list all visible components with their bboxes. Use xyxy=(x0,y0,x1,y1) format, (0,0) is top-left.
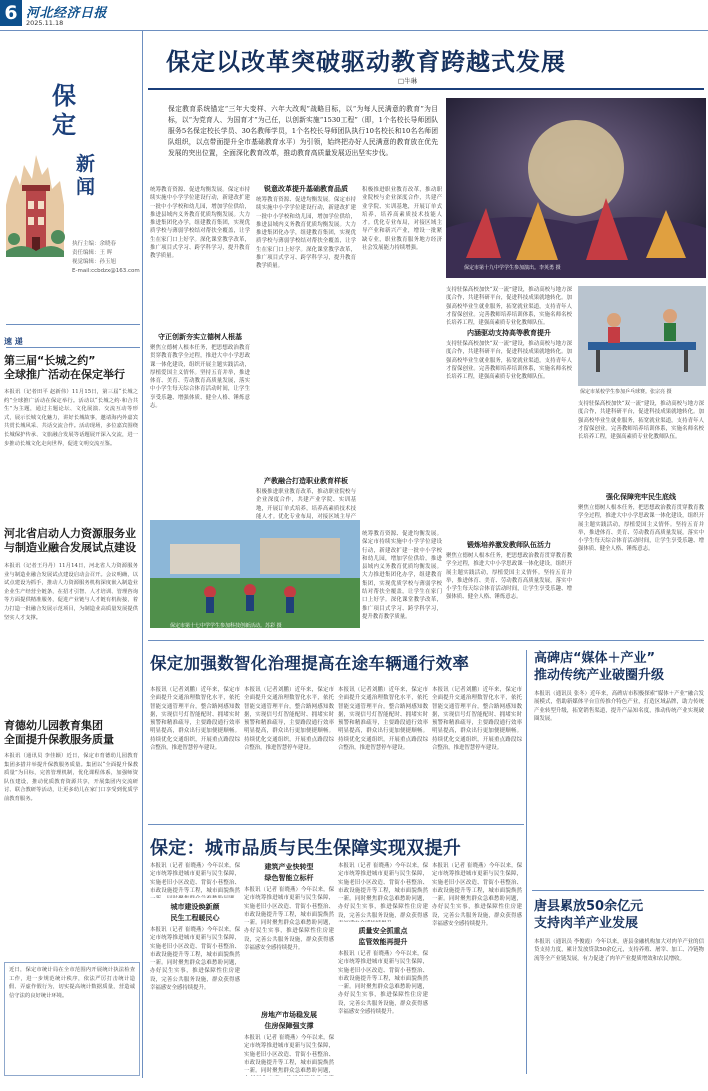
title-rule xyxy=(148,88,704,90)
subheading: 守正创新夯实立德树人根基 xyxy=(158,333,242,341)
article-title: 育德幼儿园教育集团 全面提升保教服务质量 xyxy=(4,719,114,746)
lead-paragraph: 保定教育系统锚定“三年大变样、六年大改观”战略目标，以“为每人民满意的教育”为目标，以“为党育人、为国育才”为己任，以创新实施“1530工程”（即，1个名校长导师团队服务5名保定校长学员、30名教师学员，1个名校长导师团队执行10名校长和10名名师团队组织，以点带面提升全市基础教育水平）为引领，始终把办好人民满意的教育放在优先发展的突出位置，全面深化教育改革，推动教育高质量发展迈出坚实步伐。 xyxy=(168,105,438,157)
subheading: 绿色智能立标杆 xyxy=(264,874,314,882)
article-body: 本报讯（记者 崔晓燕）今年以来，保定市统筹推进城市更新与民生保障，实施老旧小区改造、背街小巷整治、市政设施提升等工程，城市面貌焕然一新。同时聚焦群众急难愁盼问题， xyxy=(244,1035,334,1075)
divider xyxy=(6,347,140,348)
credit-line: 执行主编：余晓春 xyxy=(72,241,117,247)
tower-illustration xyxy=(2,145,68,263)
subheading: 内涵驱动支持高等教育提升 xyxy=(467,329,551,337)
section-subtitle: 新闻 xyxy=(76,153,96,198)
credit-line: 视觉编辑：孙玉旭 xyxy=(72,259,117,265)
article-body: 统筹教育资源、促进均衡发展。保定市持续实施中小学学位建设行动，新建改扩建一批中小学校和幼儿园，增加学位供给，推进县域内义务教育优质均衡发展。大力推进集团化办学，组建教育集团，实现优质学校与薄弱学校结对帮扶全覆盖，让学生在家门口上好学。深化课堂教学改革，推广项目式学习、跨学科学习，提升教育教学质量。 xyxy=(150,187,250,260)
subheading: 房地产市场稳发展 xyxy=(261,1011,317,1019)
subheading: 强化保障兜牢民生底线 xyxy=(606,493,676,501)
photo-caption: 保定市第十七中学学生参加科技创新活动。苏彩 摄 xyxy=(170,623,282,629)
header-rule xyxy=(0,30,708,31)
section-rule xyxy=(148,824,524,825)
article-body: 本报讯（记者 崔晓燕）今年以来，保定市统筹推进城市更新与民生保障，实施老旧小区改造、背街小巷整治、市政设施提升等工程，城市面貌焕然一新。同时聚焦群众急难愁盼问题，办好民生实事，推进保障性住房建设，完善公共服务设施，群众获得感幸福感安全感持续提升。 xyxy=(432,863,522,928)
photo-performance xyxy=(446,98,706,278)
main-title: 保定以改革突破驱动教育跨越式发展 xyxy=(166,48,566,76)
subheading: 城市建设焕新颜 xyxy=(170,903,220,911)
article-body: 本报讯（记者田平 赵新伟）11月15日，第三届“长城之约”全球推广活动在保定举行。活动以“长城之约·和合共生”为主题，通过主题论坛、文化展演、交流互动等形式，展示长城文化魅力，讲好长城故事，邀请海内外嘉宾共赏长城风采、共话交流合作。活动现场，多位嘉宾围绕长城保护传承、文旅融合发展等话题展开深入交流，进一步推动长城文化走向世界，促进文明交流互鉴。 xyxy=(4,389,138,447)
article-body: 本报讯（记者王丹丹）11月14日，河北省人力资源服务业与制造业融合发展试点建设启动会召开。会议明确，以试点建设为抓手，推动人力资源服务机构深度嵌入制造业企业生产经营全链条，在招才引智、人才培训、管理咨询等方面提供精准服务，促进产业链与人才链有机衔接，着力打造一批融合发展示范项目，为制造业高质量发展提供坚实人才支撑。 xyxy=(4,563,138,621)
article-title: 第三届“长城之约” 全球推广活动在保定举行 xyxy=(4,354,125,381)
article-body: 本报讯（记者刘鹏）近年来，保定市全面提升交通治理数智化水平，依托智能交通管理平台，整合路网感知数据，实现信号灯智能配时、拥堵实时预警和精准疏导，主要路段通行效率明显提高，群众出行更加便捷顺畅。持续优化交通组织，开展重点路段综合整治，推进智慧停车建设。 xyxy=(150,687,240,752)
credit-line: E-mail:ccbdzx@163.com xyxy=(72,268,140,274)
section-rule xyxy=(148,640,704,641)
article-title: 唐县累放50余亿元 支持肉羊产业发展 xyxy=(534,899,644,931)
subheading: 住房保障强支撑 xyxy=(264,1022,314,1030)
paper-name: 河北经济日报 xyxy=(26,6,108,21)
article-body: 支持驻保高校加快“双一流”建设，推动高校与地方深度合作，共建科研平台，促进科技成果就地转化。加强高校毕业生就业服务，拓宽就业渠道，支持青年人才留保创业。完善教师培养培训体系，实施名师名校长培养工程，建强高素质专业化教师队伍。 xyxy=(578,401,704,441)
byline: □牛琳 xyxy=(398,77,418,85)
photo-sports xyxy=(150,520,360,628)
article-body: 本报讯（通讯员 李俊霞）今年以来，唐县金融机构加大对肉羊产业的信贷支持力度，累计发放贷款50余亿元，支持养殖、屠宰、加工、冷链物流等全产业链发展，有力促进了肉羊产业提质增效和农民增收。 xyxy=(534,939,704,962)
article-title: 高碑店“媒体＋产业” 推动传统产业破圈升级 xyxy=(534,651,665,683)
page-number: 6 xyxy=(0,0,22,26)
photo-caption: 保定市第十九中学学生参加演出。李英勇 摄 xyxy=(464,265,561,271)
subheading: 建筑产业快转型 xyxy=(264,863,314,871)
subheading: 民生工程暖民心 xyxy=(170,914,220,922)
subheading: 质量安全抓重点 xyxy=(358,927,408,935)
divider xyxy=(6,324,140,325)
article-body: 支持驻保高校加快“双一流”建设，推动高校与地方深度合作，共建科研平台，促进科技成果就地转化。加强高校毕业生就业服务，拓宽就业渠道，支持青年人才留保创业。完善教师培养培训体系，实施名师名校长培养工程，建强高素质专业化教师队伍。 xyxy=(446,287,572,326)
column-rule xyxy=(526,650,527,1074)
article-body: 积极推进职业教育改革，推动职业院校与企业深度合作，共建产业学院、实训基地，开展订单式培养，培养高素质技术技能人才。优化专业布局，对接区域主导产业和新兴产业，增设一批紧缺专业，职业教育服务地方经济社会发展能力持续增强。 xyxy=(362,187,442,252)
article-body: 本报讯（记者 崔晓燕）今年以来，保定市统筹推进城市更新与民生保障，实施老旧小区改造、背街小巷整治、市政设施提升等工程，城市面貌焕然一新。同时聚焦群众急难愁盼问题，办好民生实事，推进保障性住房建设，完善公共服务设施，群众获得感幸福感安全感持续提升。 xyxy=(338,951,428,1016)
notice-text: 近日，保定市统计局在全市范围内开展统计执法检查工作，进一步规范统计秩序，依法严厉打击统计造假、弄虚作假行为，切实提高统计数据质量，营造诚信守法的良好统计环境。 xyxy=(9,967,135,999)
section-rule xyxy=(532,890,704,891)
article-body: 统筹教育资源、促进均衡发展。保定市持续实施中小学学位建设行动，新建改扩建一批中小学校和幼儿园，增加学位供给，推进县域内义务教育优质均衡发展。大力推进集团化办学，组建教育集团，实现优质学校与薄弱学校结对帮扶全覆盖，让学生在家门口上好学。深化课堂教学改革，推广项目式学习、跨学科学习，提升教育教学质量。 xyxy=(362,531,442,620)
article-body: 支持驻保高校加快“双一流”建设，推动高校与地方深度合作，共建科研平台，促进科技成果就地转化。加强高校毕业生就业服务，拓宽就业渠道，支持青年人才留保创业。完善教师培养培训体系，实施名师名校长培养工程，建强高素质专业化教师队伍。 xyxy=(446,341,572,381)
article-body: 本报讯（记者刘鹏）近年来，保定市全面提升交通治理数智化水平，依托智能交通管理平台，整合路网感知数据，实现信号灯智能配时、拥堵实时预警和精准疏导，主要路段通行效率明显提高，群众出行更加便捷顺畅。持续优化交通组织，开展重点路段综合整治，推进智慧停车建设。 xyxy=(244,687,334,752)
subheading: 监管效能再提升 xyxy=(358,938,408,946)
article-body: 聚焦立德树人根本任务，把思想政治教育贯穿教育教学全过程，推进大中小学思政课一体化建设，组织开展主题实践活动，厚植爱国主义情怀。坚持五育并举，推进体育、美育、劳动教育高质量发展，落实中小学生每天综合体育活动时间，让学生享受乐趣、增强体质、健全人格、锤炼意志。 xyxy=(150,345,250,410)
subheading: 锐意改革提升基础教育品质 xyxy=(264,185,348,193)
issue-date: 2025.11.18 xyxy=(26,19,64,27)
article-title: 保定：城市品质与民生保障实现双提升 xyxy=(150,838,462,859)
article-body: 本报讯（记者 崔晓燕）今年以来，保定市统筹推进城市更新与民生保障，实施老旧小区改造、背街小巷整治、市政设施提升等工程，城市面貌焕然一新。同时聚焦群众急难愁盼问题，办好民生实事，推进保障性住房建设，完善公共服务设施，群众获得感 xyxy=(338,863,428,919)
column-rule xyxy=(142,30,143,1078)
article-title: 保定加强数智化治理提高在途车辆通行效率 xyxy=(150,654,470,673)
editor-credits xyxy=(72,240,140,276)
article-body: 积极推进职业教育改革，推动职业院校与企业深度合作，共建产业学院、实训基地，开展订单式培养，培养高素质技术技能人才。优化专业布局，对接区域主导产 xyxy=(256,489,356,520)
article-body: 本报讯（通讯员 李佳颖）近日，保定市育德幼儿园教育集团多措并举提升保教服务质量。集团以“全面提升保教质量”为目标，完善管理机制，优化课程体系，加强师资队伍建设，推动优质教育资源共享，开展集团内交流研讨、联合教研等活动，让更多幼儿在家门口享受到优质学前教育服务。 xyxy=(4,753,138,802)
credit-line: 责任编辑：王 晖 xyxy=(72,250,113,256)
article-body: 本报讯（记者刘鹏）近年来，保定市全面提升交通治理数智化水平，依托智能交通管理平台，整合路网感知数据，实现信号灯智能配时、拥堵实时预警和精准疏导，主要路段通行效率明显提高，群众出行更加便捷顺畅。持续优化交通组织，开展重点路段综合整治，推进智慧停车建设。 xyxy=(432,687,522,752)
article-body: 聚焦立德树人根本任务，把思想政治教育贯穿教育教学全过程，推进大中小学思政课一体化建设，组织开展主题实践活动，厚植爱国主义情怀。坚持五育并举，推进体育、美育、劳动教育高质量发展，落实中小学生每天综合体育活动时间，让学生享受乐趣、增强体质、健全人格、锤炼意志。 xyxy=(578,505,704,553)
article-title: 河北省启动人力资源服务业 与制造业融合发展试点建设 xyxy=(4,527,136,554)
subheading: 锻炼培养激发教师队伍活力 xyxy=(467,541,551,549)
quick-news-label: 速 递 xyxy=(4,337,23,346)
subheading: 产教融合打造职业教育样板 xyxy=(264,477,348,485)
article-body: 本报讯（记者刘鹏）近年来，保定市全面提升交通治理数智化水平，依托智能交通管理平台，整合路网感知数据，实现信号灯智能配时、拥堵实时预警和精准疏导，主要路段通行效率明显提高，群众出行更加便捷顺畅。持续优化交通组织，开展重点路段综合整治，推进智慧停车建设。 xyxy=(338,687,428,752)
article-body: 本报讯（记者 崔晓燕）今年以来，保定市统筹推进城市更新与民生保障，实施老旧小区改造、背街小巷整治、市政设施提升等工程，城市面貌焕然 xyxy=(150,863,240,894)
photo-caption: 保定市某校学生参加乒乓球赛。张宗亮 摄 xyxy=(580,389,672,395)
photo-table-tennis xyxy=(578,286,706,386)
article-body: 统筹教育资源、促进均衡发展。保定市持续实施中小学学位建设行动，新建改扩建一批中小学校和幼儿园，增加学位供给，推进县域内义务教育优质均衡发展。大力推进集团化办学，组建教育集团，实现优质学校与薄弱学校结对帮扶全覆盖，让学生在家门口上好学。深化课堂教学改革，推广项目式学习、跨学科学习，提升教育教学质量。 xyxy=(256,197,356,270)
notice-box xyxy=(4,962,140,1076)
article-body: 本报讯（记者 崔晓燕）今年以来，保定市统筹推进城市更新与民生保障，实施老旧小区改造、背街小巷整治、市政设施提升等工程，城市面貌焕然一新。同时聚焦群众急难愁盼问题，办好民生实事，推进保障性住房建设，完善公共服务设施，群众获得感幸福感安全感持续提升。 xyxy=(244,887,334,952)
article-body: 聚焦立德树人根本任务，把思想政治教育贯穿教育教学全过程，推进大中小学思政课一体化建设，组织开展主题实践活动，厚植爱国主义情怀。坚持五育并举，推进体育、美育、劳动教育高质量发展，落实中小学生每天综合体育活动时间，让学生享受乐趣、增强体质、健全人格、锤炼意志。 xyxy=(446,553,572,601)
article-body: 本报讯（记者 崔晓燕）今年以来，保定市统筹推进城市更新与民生保障，实施老旧小区改造、背街小巷整治、市政设施提升等工程，城市面貌焕然一新。同时聚焦群众急难愁盼问题，办好民生实事，推进保障性住房建设，完善公共服务设施，群众获得感幸福感安全感持续提升。 xyxy=(150,927,240,992)
section-title: 保定 xyxy=(52,82,76,139)
article-body: 本报讯（通讯员 张冬）近年来，高碑店市积极探索“媒体＋产业”融合发展模式，借助新媒体平台宣传推介特色产业，打造区域品牌，助力传统产业转型升级，拓宽销售渠道，提升产品知名度，推动传统产业实现破圈发展。 xyxy=(534,691,704,722)
